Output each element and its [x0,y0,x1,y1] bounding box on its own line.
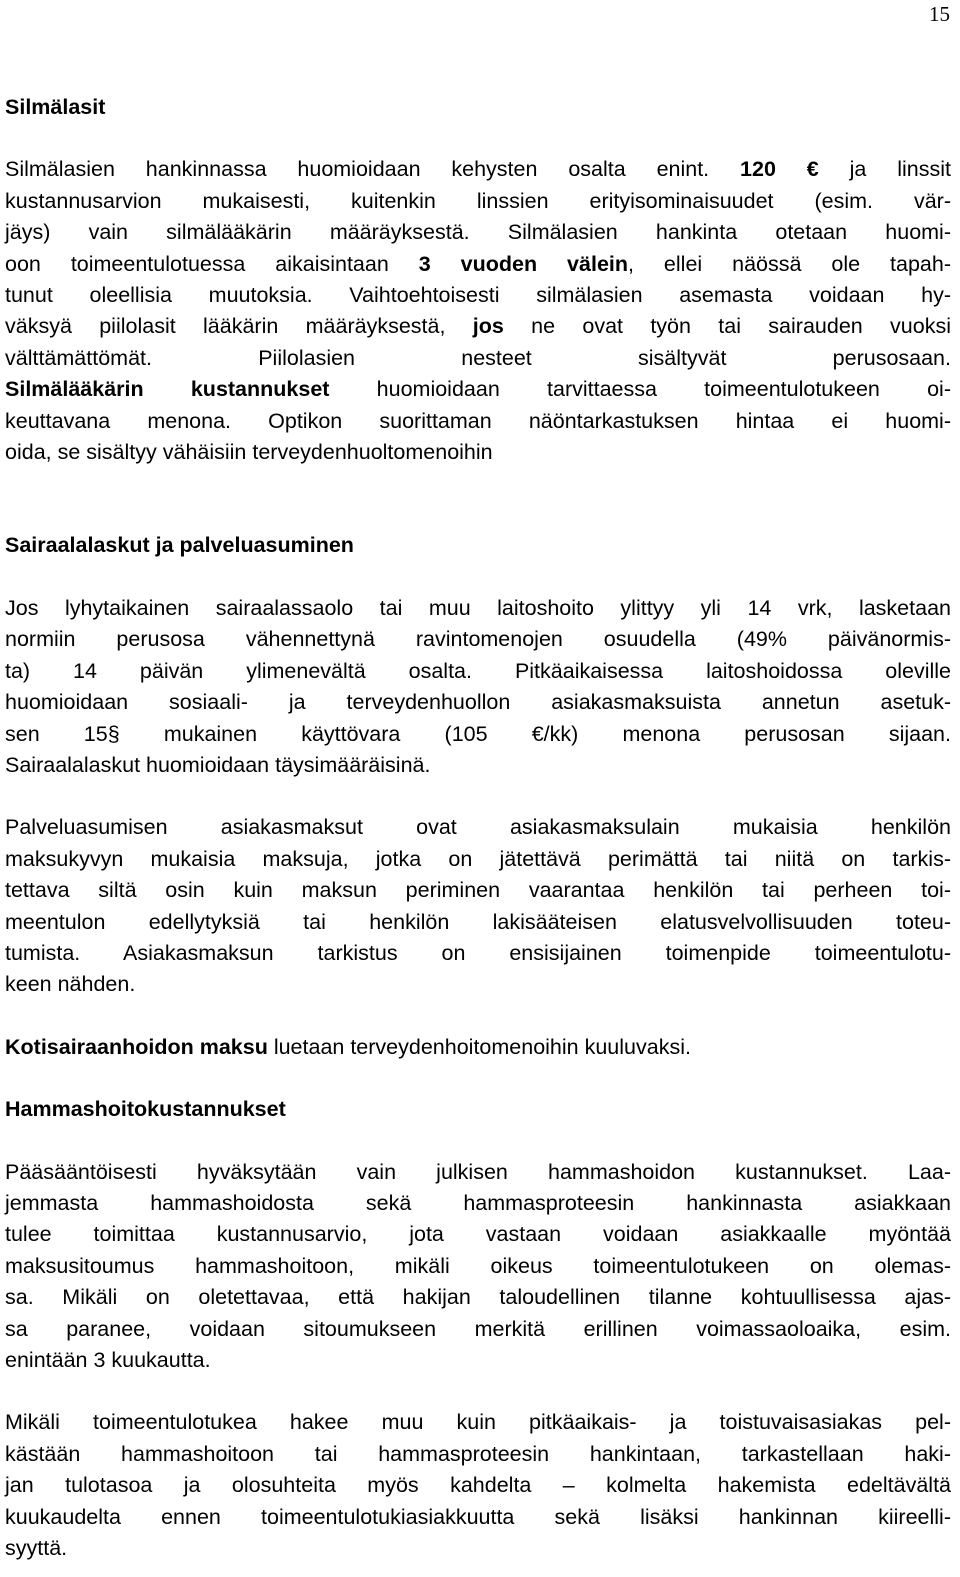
text-line [5,1470,951,1501]
text-run: sa. Mikäli on oletettavaa, että hakijan taloudellinen tilanne kohtuullisessa ajas- [5,1285,951,1310]
bold-text: jos [472,314,504,339]
text-line [5,1032,951,1063]
text-line [5,938,951,969]
text-line [5,1439,951,1470]
text-line [5,719,951,750]
text-line [5,1502,951,1533]
text-run: jan tulotasoa ja olosuhteita myös kahdelta – kolmelta hakemista edeltävältä [5,1473,951,1498]
text-run: meentulon edellytyksiä tai henkilön lakisääteisen elatusvelvollisuuden toteu- [5,909,951,934]
heading-hospital: Sairaalalaskut ja palveluasuminen [5,533,354,558]
bold-text: 120 € [740,157,819,182]
text-run: huomioidaan tarvittaessa toimeentulotukeen oi- [329,377,951,402]
page-number: 15 [929,2,950,26]
text-run: jäys) vain silmälääkärin määräyksestä. Silmälasien hankinta otetaan huomi- [5,220,951,245]
text-run: oida, se sisältyy vähäisiin terveydenhuoltomenoihin [5,440,493,465]
text-run: Pääsääntöisesti hyväksytään vain julkisen hammashoidon kustannukset. Laa- [5,1159,951,1184]
heading-dental: Hammashoitokustannukset [5,1097,286,1122]
bold-text: 3 vuoden välein [418,251,629,276]
text-run: luetaan terveydenhoitomenoihin kuuluvaksi. [267,1034,691,1059]
text-line [5,1157,951,1188]
text-run: ta) 14 päivän ylimenevältä osalta. Pitkäaikaisessa laitoshoidossa oleville [5,658,951,683]
text-run: normiin perusosa vähennettynä ravintomenojen osuudella (49% päivänormis- [5,627,951,652]
text-line [5,311,951,342]
text-run: maksusitoumus hammashoitoon, mikäli oikeus toimeentulotukeen on olemas- [5,1253,951,1278]
text-run: enintään 3 kuukautta. [5,1348,211,1372]
text-line [5,406,951,437]
text-line [5,249,951,280]
text-line [5,374,951,405]
bold-text: Silmälääkärin kustannukset [5,377,330,402]
text-line [5,437,951,468]
text-line [5,1533,951,1564]
text-run: kuukaudelta ennen toimeentulotukiasiakkuutta sekä lisäksi hankinnan kiireelli- [5,1504,951,1529]
text-line [5,624,951,655]
text-run: , ellei näössä ole tapah- [628,251,951,276]
text-run: sen 15§ mukainen käyttövara (105 €/kk) menona perusosan sijaan. [5,721,951,746]
text-run: kustannusarvion mukaisesti, kuitenkin linssien erityisominaisuudet (esim. vär- [5,188,951,213]
text-run: kästään hammashoitoon tai hammasproteesin hankintaan, tarkastellaan haki- [5,1441,951,1466]
text-line [5,1345,951,1376]
text-run: väksyä piilolasit lääkärin määräyksestä, [5,314,473,339]
text-run: syyttä. [5,1536,68,1561]
text-run: Palveluasumisen asiakasmaksut ovat asiakasmaksulain mukaisia henkilön [5,815,951,840]
text-run: tettava siltä osin kuin maksun periminen vaarantaa henkilön tai perheen toi- [5,878,951,903]
text-run: tumista. Asiakasmaksun tarkistus on ensisijainen toimenpide toimeentulotu- [5,940,951,965]
text-line [5,1407,951,1438]
text-run: välttämättömät. Piilolasien nesteet sisältyvät perusosaan. [5,345,951,370]
text-run: tulee toimittaa kustannusarvio, jota vastaan voidaan asiakkaalle myöntää [5,1222,951,1247]
text-line [5,593,951,624]
text-run: Sairaalalaskut huomioidaan täysimääräisinä. [5,752,431,777]
text-run: Jos lyhytaikainen sairaalassaolo tai muu laitoshoito ylittyy yli 14 vrk, lasketaan [5,595,951,620]
paragraph-dental-costs [5,1157,951,1377]
text-line [5,280,951,311]
text-line [5,1251,951,1282]
text-line [5,969,951,1000]
text-run: keen nähden. [5,972,136,997]
text-run: sa paranee, voidaan sitoumukseen merkitä erillinen voimassaoloaika, esim. [5,1316,951,1341]
text-run: oon toimeentulotuessa aikaisintaan [5,251,419,276]
text-line [5,186,951,217]
text-run: huomioidaan sosiaali- ja terveydenhuollon asiakasmaksuista annetun asetuk- [5,690,951,715]
text-run: keuttavana menona. Optikon suorittaman näöntarkastuksen hintaa ei huomi- [5,408,951,433]
text-line [5,343,951,374]
paragraph-home-nursing [5,1032,951,1063]
text-line [5,844,951,875]
paragraph-dental-applicant [5,1407,951,1564]
text-line [5,154,951,185]
text-line [5,656,951,687]
paragraph-service-housing [5,812,951,1000]
text-run: ne ovat työn tai sairauden vuoksi [503,314,951,339]
text-line [5,1219,951,1250]
text-run: tunut oleellisia muutoksia. Vaihtoehtoisesti silmälasien asemasta voidaan hy- [5,283,951,308]
text-line [5,1188,951,1219]
text-line [5,875,951,906]
text-run: Mikäli toimeentulotukea hakee muu kuin pitkäaikais- ja toistuvaisasiakas pel- [5,1410,951,1435]
text-run: Silmälasien hankinnassa huomioidaan kehysten osalta enint. [5,157,741,182]
bold-text: Kotisairaanhoidon maksu [5,1034,268,1059]
text-line [5,217,951,248]
text-line [5,812,951,843]
heading-glasses: Silmälasit [5,95,106,119]
paragraph-glasses [5,154,951,468]
text-line [5,907,951,938]
text-run: maksukyvyn mukaisia maksuja, jotka on jätettävä perimättä tai niitä on tarkis- [5,846,951,871]
text-line [5,1314,951,1345]
document-body [5,92,951,1564]
text-run: ja linssit [818,157,951,182]
text-line [5,750,951,781]
text-line [5,687,951,718]
paragraph-hospital-stay [5,593,951,781]
text-run: jemmasta hammashoidosta sekä hammasproteesin hankinnasta asiakkaan [5,1190,951,1215]
text-line [5,1282,951,1313]
